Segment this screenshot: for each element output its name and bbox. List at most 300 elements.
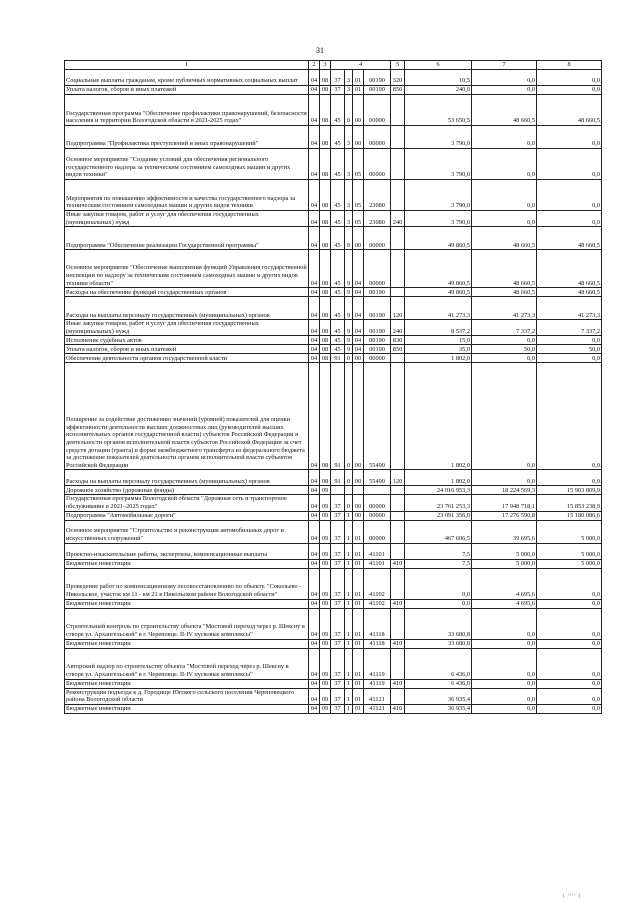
code-activity: 01: [353, 704, 364, 713]
code-section: 04: [309, 320, 320, 336]
table-row: [65, 679, 602, 688]
row-name: Расходы на обеспечение функций государственных органов: [65, 288, 309, 297]
code-subsection: 09: [320, 559, 331, 568]
table-row: [65, 227, 602, 250]
amount-col-8: 5 000,0: [537, 559, 602, 568]
amount-col-8: 48 660,5: [537, 95, 602, 126]
code-direction: 00190: [364, 288, 391, 297]
code-subsection: 09: [320, 599, 331, 608]
code-activity: 00: [353, 354, 364, 363]
code-section: 04: [309, 639, 320, 648]
code-subprogram: 9: [345, 320, 353, 336]
code-subsection: 09: [320, 648, 331, 679]
code-direction: 00190: [364, 86, 391, 95]
code-subsection: 08: [320, 70, 331, 86]
code-subsection: 09: [320, 688, 331, 704]
amount-col-8: 0,0: [537, 180, 602, 211]
row-name: Расходы на выплаты персоналу государственных (муниципальных) органов: [65, 470, 309, 486]
row-name: Бюджетные инвестиции: [65, 599, 309, 608]
code-program: 45: [331, 211, 345, 227]
header-col-4: 4: [331, 61, 391, 70]
amount-col-8: 48 660,5: [537, 227, 602, 250]
row-name: Уплата налогов, сборов и иных платежей: [65, 345, 309, 354]
table-row: [65, 520, 602, 543]
table-row: [65, 126, 602, 149]
code-subprogram: 1: [345, 543, 353, 559]
code-program: 91: [331, 354, 345, 363]
code-program: 37: [331, 86, 345, 95]
code-section: 04: [309, 70, 320, 86]
code-expense-type: [391, 688, 405, 704]
code-program: 45: [331, 345, 345, 354]
amount-col-7: 48 660,5: [472, 250, 537, 288]
header-row: [65, 61, 602, 70]
code-expense-type: [391, 250, 405, 288]
amount-col-7: 39 695,6: [472, 520, 537, 543]
code-direction: 00000: [364, 495, 391, 511]
amount-col-6: 467 606,5: [405, 520, 472, 543]
amount-col-7: 48 660,5: [472, 227, 537, 250]
code-activity: 05: [353, 149, 364, 180]
code-expense-type: [391, 648, 405, 679]
code-program: 91: [331, 363, 345, 470]
code-program: 37: [331, 543, 345, 559]
amount-col-6: 8 537,2: [405, 320, 472, 336]
amount-col-8: 0,0: [537, 363, 602, 470]
code-subprogram: 9: [345, 250, 353, 288]
code-activity: 00: [353, 495, 364, 511]
table-row: [65, 288, 602, 297]
code-activity: 01: [353, 520, 364, 543]
code-expense-type: [391, 149, 405, 180]
row-name: Подпрограмма "Обеспечение реализации Государственной программы": [65, 227, 309, 250]
amount-col-7: 5 000,0: [472, 543, 537, 559]
code-program: 45: [331, 250, 345, 288]
amount-col-7: 50,0: [472, 345, 537, 354]
code-activity: 01: [353, 608, 364, 639]
amount-col-7: 0,0: [472, 354, 537, 363]
amount-col-7: 0,0: [472, 704, 537, 713]
header-col-7: 7: [472, 61, 537, 70]
code-activity: 01: [353, 599, 364, 608]
code-activity: 04: [353, 250, 364, 288]
code-subprogram: 1: [345, 520, 353, 543]
code-expense-type: [391, 126, 405, 149]
table-row: [65, 211, 602, 227]
code-subsection: 08: [320, 336, 331, 345]
table-row: [65, 568, 602, 599]
table-row: [65, 495, 602, 511]
amount-col-7: 0,0: [472, 363, 537, 470]
code-section: 04: [309, 227, 320, 250]
code-program: 45: [331, 227, 345, 250]
code-direction: 00190: [364, 320, 391, 336]
row-name: Бюджетные инвестиции: [65, 639, 309, 648]
amount-col-8: 5 000,0: [537, 520, 602, 543]
amount-col-6: 240,0: [405, 86, 472, 95]
code-program: 45: [331, 149, 345, 180]
amount-col-6: 35,0: [405, 345, 472, 354]
code-program: 37: [331, 599, 345, 608]
amount-col-6: 36 935,4: [405, 704, 472, 713]
amount-col-6: 7,5: [405, 543, 472, 559]
row-name: Расходы на выплаты персоналу государственных (муниципальных) органов: [65, 297, 309, 320]
amount-col-6: 3 790,0: [405, 126, 472, 149]
row-name: Проектно-изыскательские работы, экспертизы, компенсационные выплаты: [65, 543, 309, 559]
code-subsection: 08: [320, 250, 331, 288]
amount-col-7: 48 660,5: [472, 288, 537, 297]
header-col-2: 2: [309, 61, 320, 70]
code-subprogram: 3: [345, 149, 353, 180]
code-direction: 41119: [364, 648, 391, 679]
code-subprogram: 1: [345, 679, 353, 688]
code-activity: 01: [353, 639, 364, 648]
code-section: 04: [309, 520, 320, 543]
row-name: Основное мероприятие "Создание условий для обеспечения регионального государственного надзора за техническим состоянием самоходных машин и других видов техники": [65, 149, 309, 180]
code-subsection: 09: [320, 679, 331, 688]
code-subsection: 08: [320, 180, 331, 211]
amount-col-7: 41 273,3: [472, 297, 537, 320]
code-section: 04: [309, 511, 320, 520]
code-subprogram: 0: [345, 363, 353, 470]
code-expense-type: [391, 95, 405, 126]
code-section: 04: [309, 688, 320, 704]
code-direction: 41101: [364, 543, 391, 559]
code-activity: 04: [353, 336, 364, 345]
code-section: 04: [309, 470, 320, 486]
row-name: Бюджетные инвестиции: [65, 679, 309, 688]
row-name: Подпрограмма "Профилактика преступлений и иных правонарушений": [65, 126, 309, 149]
amount-col-7: 0,0: [472, 180, 537, 211]
code-direction: 41118: [364, 639, 391, 648]
code-direction: 00000: [364, 126, 391, 149]
table-row: [65, 599, 602, 608]
amount-col-8: 0,0: [537, 568, 602, 599]
code-subprogram: 1: [345, 688, 353, 704]
header-col-5: 5: [391, 61, 405, 70]
code-direction: 23080: [364, 211, 391, 227]
amount-col-7: 17 948 718,1: [472, 495, 537, 511]
code-subsection: 08: [320, 95, 331, 126]
amount-col-8: 0,0: [537, 608, 602, 639]
code-subsection: 09: [320, 486, 331, 495]
code-direction: 41119: [364, 679, 391, 688]
table-row: [65, 648, 602, 679]
amount-col-7: 0,0: [472, 149, 537, 180]
code-program: 37: [331, 608, 345, 639]
code-section: 04: [309, 126, 320, 149]
code-program: 37: [331, 511, 345, 520]
amount-col-6: 41 273,3: [405, 297, 472, 320]
row-name: Строительный контроль по строительству объекта "Мостовой переход через р. Шексну в створе ул. Архангельской" в г. Череповце. II-IV пусковые комплексы": [65, 608, 309, 639]
code-expense-type: [391, 354, 405, 363]
header-col-6: 6: [405, 61, 472, 70]
code-direction: 00000: [364, 149, 391, 180]
code-section: 04: [309, 559, 320, 568]
code-subprogram: 0: [345, 95, 353, 126]
row-name: Иные закупки товаров, работ и услуг для обеспечения государственных (муниципальных) нужд: [65, 320, 309, 336]
code-section: 04: [309, 149, 320, 180]
code-subsection: 09: [320, 639, 331, 648]
amount-col-6: 49 860,5: [405, 250, 472, 288]
code-program: 37: [331, 70, 345, 86]
row-name: Государственная программа "Обеспечение профилактики правонарушений, безопасности населения и территории Вологодской области в 2021-2025 годах": [65, 95, 309, 126]
code-direction: 41121: [364, 688, 391, 704]
table-row: [65, 354, 602, 363]
amount-col-7: 0,0: [472, 86, 537, 95]
code-direction: 55490: [364, 363, 391, 470]
row-name: Основное мероприятие "Строительство и реконструкция автомобильных дорог и искусственных сооружений": [65, 520, 309, 543]
table-row: [65, 511, 602, 520]
code-activity: 01: [353, 70, 364, 86]
code-direction: 41101: [364, 559, 391, 568]
code-subsection: 08: [320, 126, 331, 149]
code-subsection: 09: [320, 704, 331, 713]
table-row: [65, 559, 602, 568]
code-direction: 00190: [364, 336, 391, 345]
amount-col-8: 0,0: [537, 211, 602, 227]
code-subsection: 08: [320, 149, 331, 180]
code-expense-type: 240: [391, 211, 405, 227]
code-direction: 00190: [364, 70, 391, 86]
code-subsection: 08: [320, 345, 331, 354]
amount-col-6: 10,5: [405, 70, 472, 86]
code-expense-type: [391, 227, 405, 250]
amount-col-6: 3 790,0: [405, 180, 472, 211]
table-row: [65, 149, 602, 180]
amount-col-8: 48 660,5: [537, 250, 602, 288]
row-name: Исполнение судебных актов: [65, 336, 309, 345]
code-expense-type: 410: [391, 559, 405, 568]
code-activity: 01: [353, 688, 364, 704]
table-row: [65, 297, 602, 320]
header-col-8: 8: [537, 61, 602, 70]
code-activity: 01: [353, 648, 364, 679]
code-direction: 41118: [364, 608, 391, 639]
amount-col-6: 3 790,0: [405, 149, 472, 180]
amount-col-8: 0,0: [537, 354, 602, 363]
code-direction: 00190: [364, 345, 391, 354]
code-expense-type: [391, 520, 405, 543]
code-expense-type: [391, 568, 405, 599]
code-subprogram: 0: [345, 470, 353, 486]
code-activity: 05: [353, 211, 364, 227]
code-expense-type: 240: [391, 320, 405, 336]
code-section: 04: [309, 568, 320, 599]
amount-col-7: 0,0: [472, 70, 537, 86]
code-direction: 00000: [364, 354, 391, 363]
amount-col-7: 0,0: [472, 679, 537, 688]
amount-col-6: 1 802,0: [405, 470, 472, 486]
code-activity: 04: [353, 297, 364, 320]
code-subprogram: 1: [345, 559, 353, 568]
code-subprogram: 1: [345, 704, 353, 713]
code-section: 04: [309, 648, 320, 679]
row-name: Мероприятия по повышению эффективности и качества государственного надзора за техническим состоянием самоходных машин и других видов техники: [65, 180, 309, 211]
code-program: 37: [331, 495, 345, 511]
code-direction: 00000: [364, 227, 391, 250]
amount-col-7: 5 000,0: [472, 559, 537, 568]
code-expense-type: 120: [391, 297, 405, 320]
code-subsection: 09: [320, 608, 331, 639]
code-program: 45: [331, 288, 345, 297]
amount-col-8: 48 660,5: [537, 288, 602, 297]
footer-mark: ( ⁽ᴵᴵ⁾ (: [563, 894, 582, 899]
amount-col-7: 0,0: [472, 608, 537, 639]
amount-col-8: 0,0: [537, 704, 602, 713]
header-col-1: 1: [65, 61, 309, 70]
code-subsection: 08: [320, 227, 331, 250]
code-subprogram: 1: [345, 599, 353, 608]
amount-col-7: 48 660,5: [472, 95, 537, 126]
code-subprogram: 1: [345, 568, 353, 599]
amount-col-8: 0,0: [537, 679, 602, 688]
code-section: 04: [309, 679, 320, 688]
amount-col-6: 23 761 253,3: [405, 495, 472, 511]
code-section: 04: [309, 211, 320, 227]
amount-col-8: 0,0: [537, 126, 602, 149]
code-section: 04: [309, 608, 320, 639]
table-row: [65, 470, 602, 486]
code-section: 04: [309, 495, 320, 511]
code-expense-type: [391, 495, 405, 511]
amount-col-6: 1 802,0: [405, 363, 472, 470]
code-subprogram: 1: [345, 639, 353, 648]
code-activity: 01: [353, 679, 364, 688]
table-row: [65, 250, 602, 288]
code-direction: 55490: [364, 470, 391, 486]
code-subprogram: 3: [345, 126, 353, 149]
amount-col-8: 0,0: [537, 470, 602, 486]
amount-col-8: 0,0: [537, 599, 602, 608]
code-direction: 00000: [364, 511, 391, 520]
code-activity: 01: [353, 568, 364, 599]
table-row: [65, 363, 602, 470]
table-row: [65, 543, 602, 559]
code-activity: 04: [353, 320, 364, 336]
code-subprogram: 9: [345, 336, 353, 345]
amount-col-6: 0,0: [405, 568, 472, 599]
amount-col-8: 0,0: [537, 639, 602, 648]
code-expense-type: 410: [391, 704, 405, 713]
amount-col-6: 7,5: [405, 559, 472, 568]
code-direction: 41102: [364, 568, 391, 599]
amount-col-8: 7 337,2: [537, 320, 602, 336]
code-subprogram: 3: [345, 86, 353, 95]
code-expense-type: 320: [391, 70, 405, 86]
code-expense-type: 120: [391, 470, 405, 486]
table-row: [65, 86, 602, 95]
row-name: Уплата налогов, сборов и иных платежей: [65, 86, 309, 95]
code-subprogram: 1: [345, 648, 353, 679]
amount-col-8: 0,0: [537, 648, 602, 679]
code-subsection: 09: [320, 543, 331, 559]
code-expense-type: 830: [391, 336, 405, 345]
header-col-3: 3: [320, 61, 331, 70]
code-expense-type: [391, 363, 405, 470]
code-section: 04: [309, 486, 320, 495]
code-activity: 04: [353, 345, 364, 354]
code-program: 37: [331, 679, 345, 688]
code-subprogram: 9: [345, 288, 353, 297]
code-program: 37: [331, 648, 345, 679]
code-program: 37: [331, 639, 345, 648]
page-number: 31: [316, 46, 324, 55]
amount-col-8: 0,0: [537, 336, 602, 345]
table-row: [65, 336, 602, 345]
row-name: Поощрение за содействие достижению значений (уровней) показателей для оценки эффективности деятельности высших должностных лиц (руководителей высших исполнительных органов государственной власти) субъектов Российской Федерации и деятельности органов исполнительной власти субъектов Российской Федерации за счет средств дотации (гранта) в форме межбюджетного трансферта из федерального бюджета за достижение показателей деятельности органов исполнительной власти субъектов Российской Федерации: [65, 363, 309, 470]
code-expense-type: [391, 511, 405, 520]
code-direction: 00000: [364, 95, 391, 126]
code-expense-type: 850: [391, 86, 405, 95]
amount-col-8: 15 903 809,9: [537, 486, 602, 495]
code-subprogram: 1: [345, 608, 353, 639]
amount-col-8: 0,0: [537, 688, 602, 704]
row-name: Реконструкция подъезда к д. Городище Югского сельского поселения Череповецкого района Вологодской области: [65, 688, 309, 704]
code-program: 37: [331, 559, 345, 568]
code-section: 04: [309, 345, 320, 354]
code-subprogram: 9: [345, 227, 353, 250]
amount-col-6: 0,0: [405, 599, 472, 608]
table-row: [65, 486, 602, 495]
code-activity: 04: [353, 288, 364, 297]
code-program: [331, 486, 345, 495]
budget-table: [64, 60, 602, 714]
code-section: 04: [309, 336, 320, 345]
code-program: 45: [331, 95, 345, 126]
code-section: 04: [309, 180, 320, 211]
amount-col-6: 24 016 953,3: [405, 486, 472, 495]
table-row: [65, 639, 602, 648]
code-expense-type: [391, 180, 405, 211]
code-activity: 00: [353, 227, 364, 250]
amount-col-6: 33 680,8: [405, 639, 472, 648]
amount-col-8: 50,0: [537, 345, 602, 354]
row-name: Иные закупки товаров, работ и услуг для обеспечения государственных (муниципальных) нужд: [65, 211, 309, 227]
amount-col-8: 0,0: [537, 149, 602, 180]
amount-col-7: 4 695,6: [472, 568, 537, 599]
code-expense-type: [391, 608, 405, 639]
code-subprogram: 3: [345, 70, 353, 86]
code-program: 37: [331, 704, 345, 713]
code-subsection: 08: [320, 297, 331, 320]
code-expense-type: 410: [391, 639, 405, 648]
amount-col-6: 15,0: [405, 336, 472, 345]
code-subsection: 08: [320, 288, 331, 297]
amount-col-8: 0,0: [537, 70, 602, 86]
amount-col-7: 0,0: [472, 639, 537, 648]
code-section: 04: [309, 599, 320, 608]
code-program: 37: [331, 688, 345, 704]
amount-col-8: 41 273,3: [537, 297, 602, 320]
amount-col-6: 1 802,0: [405, 354, 472, 363]
code-activity: 00: [353, 470, 364, 486]
amount-col-6: 33 680,8: [405, 608, 472, 639]
amount-col-7: 0,0: [472, 688, 537, 704]
table-row: [65, 704, 602, 713]
amount-col-7: 7 337,2: [472, 320, 537, 336]
row-name: Обеспечение деятельности органов государственной власти: [65, 354, 309, 363]
code-direction: 41121: [364, 704, 391, 713]
code-activity: 00: [353, 95, 364, 126]
code-subprogram: 1: [345, 511, 353, 520]
row-name: Авторский надзор по строительству объекта "Мостовой переход через р. Шексну в створе ул. Архангельской" в г. Череповце. II-IV пусковые комплексы": [65, 648, 309, 679]
code-section: 04: [309, 543, 320, 559]
code-activity: 01: [353, 543, 364, 559]
row-name: Проведение работ по компенсационному лесовосстановлению по объекту. "Сокольево - Никольское, участок км 11 - км 21 в Никольском районе Вологодской области": [65, 568, 309, 599]
code-direction: 00000: [364, 250, 391, 288]
table-body: [65, 70, 602, 714]
